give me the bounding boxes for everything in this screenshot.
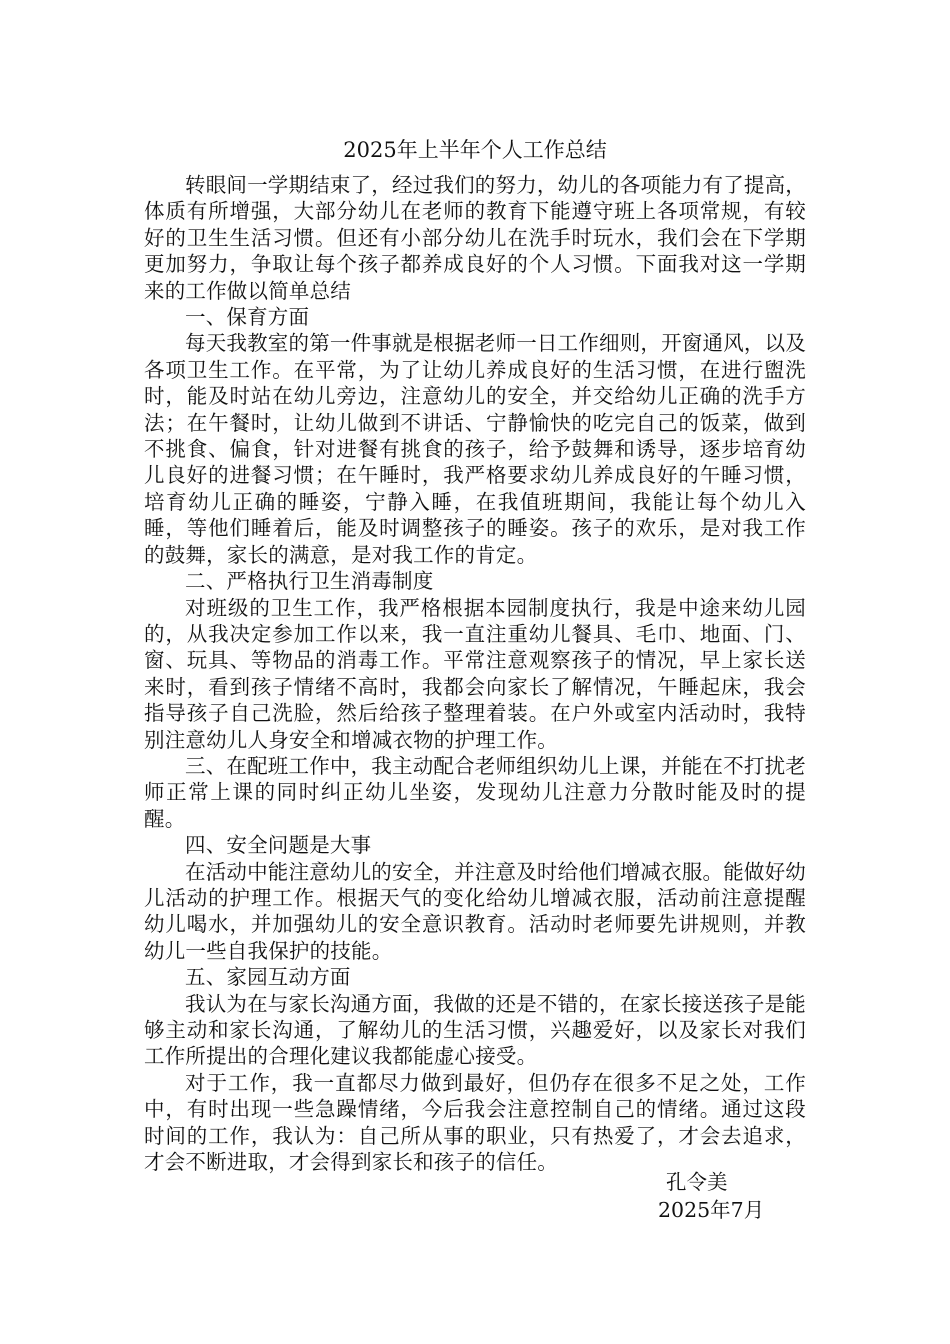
section-1-paragraph: 每天我教室的第一件事就是根据老师一日工作细则，开窗通风，以及各项卫生工作。在平常，为了让幼儿养成良好的生活习惯，在进行盥洗时，能及时站在幼儿旁边，注意幼儿的安全，并交给幼儿正确的洗手方法；在午餐时，让幼儿做到不讲话、宁静愉快的吃完自己的饭菜，做到不挑食、偏食，针对进餐有挑食的孩子，给予鼓舞和诱导，逐步培育幼儿良好的进餐习惯；在午睡时，我严格要求幼儿养成良好的午睡习惯，培育幼儿正确的睡姿，宁静入睡，在我值班期间，我能让每个幼儿入睡，等他们睡着后，能及时调整孩子的睡姿。孩子的欢乐，是对我工作的鼓舞，家长的满意，是对我工作的肯定。 <box>144 331 806 567</box>
intro-paragraph: 转眼间一学期结束了，经过我们的努力，幼儿的各项能力有了提高，体质有所增强，大部分幼儿在老师的教育下能遵守班上各项常规，有较好的卫生生活习惯。但还有小部分幼儿在洗手时玩水，我们会在下学期更加努力，争取让每个孩子都养成良好的个人习惯。下面我对这一学期来的工作做以简单总结 <box>144 173 806 303</box>
signature-date: 2025年7月 <box>658 1198 765 1222</box>
section-3-paragraph: 三、在配班工作中，我主动配合老师组织幼儿上课，并能在不打扰老师正常上课的同时纠正幼儿坐姿，发现幼儿注意力分散时能及时的提醒。 <box>144 753 806 831</box>
signature-name: 孔令美 <box>666 1170 728 1194</box>
section-2-heading: 二、严格执行卫生消毒制度 <box>185 569 434 594</box>
section-4-heading: 四、安全问题是大事 <box>185 833 372 858</box>
section-5-heading: 五、家园互动方面 <box>185 965 351 990</box>
section-5-paragraph: 我认为在与家长沟通方面，我做的还是不错的，在家长接送孩子是能够主动和家长沟通，了解幼儿的生活习惯，兴趣爱好，以及家长对我们工作所提出的合理化建议我都能虚心接受。 <box>144 991 806 1069</box>
section-2-paragraph: 对班级的卫生工作，我严格根据本园制度执行，我是中途来幼儿园的，从我决定参加工作以来，我一直注重幼儿餐具、毛巾、地面、门、窗、玩具、等物品的消毒工作。平常注意观察孩子的情况，早上家长送来时，看到孩子情绪不高时，我都会向家长了解情况，午睡起床，我会指导孩子自己洗脸，然后给孩子整理着装。在户外或室内活动时，我特别注意幼儿人身安全和增减衣物的护理工作。 <box>144 595 806 752</box>
document-title: 2025年上半年个人工作总结 <box>343 138 607 162</box>
section-1-heading: 一、保育方面 <box>185 305 310 330</box>
conclusion-paragraph: 对于工作，我一直都尽力做到最好，但仍存在很多不足之处，工作中，有时出现一些急躁情绪，今后我会注意控制自己的情绪。通过这段时间的工作，我认为：自己所从事的职业，只有热爱了，才会去追求，才会不断进取，才会得到家长和孩子的信任。 <box>144 1070 806 1175</box>
signature-block <box>600 1168 840 1224</box>
document-body <box>144 172 806 1175</box>
section-4-paragraph: 在活动中能注意幼儿的安全，并注意及时给他们增减衣服。能做好幼儿活动的护理工作。根据天气的变化给幼儿增减衣服，活动前注意提醒幼儿喝水，并加强幼儿的安全意识教育。活动时老师要先讲规则，并教幼儿一些自我保护的技能。 <box>144 859 806 963</box>
